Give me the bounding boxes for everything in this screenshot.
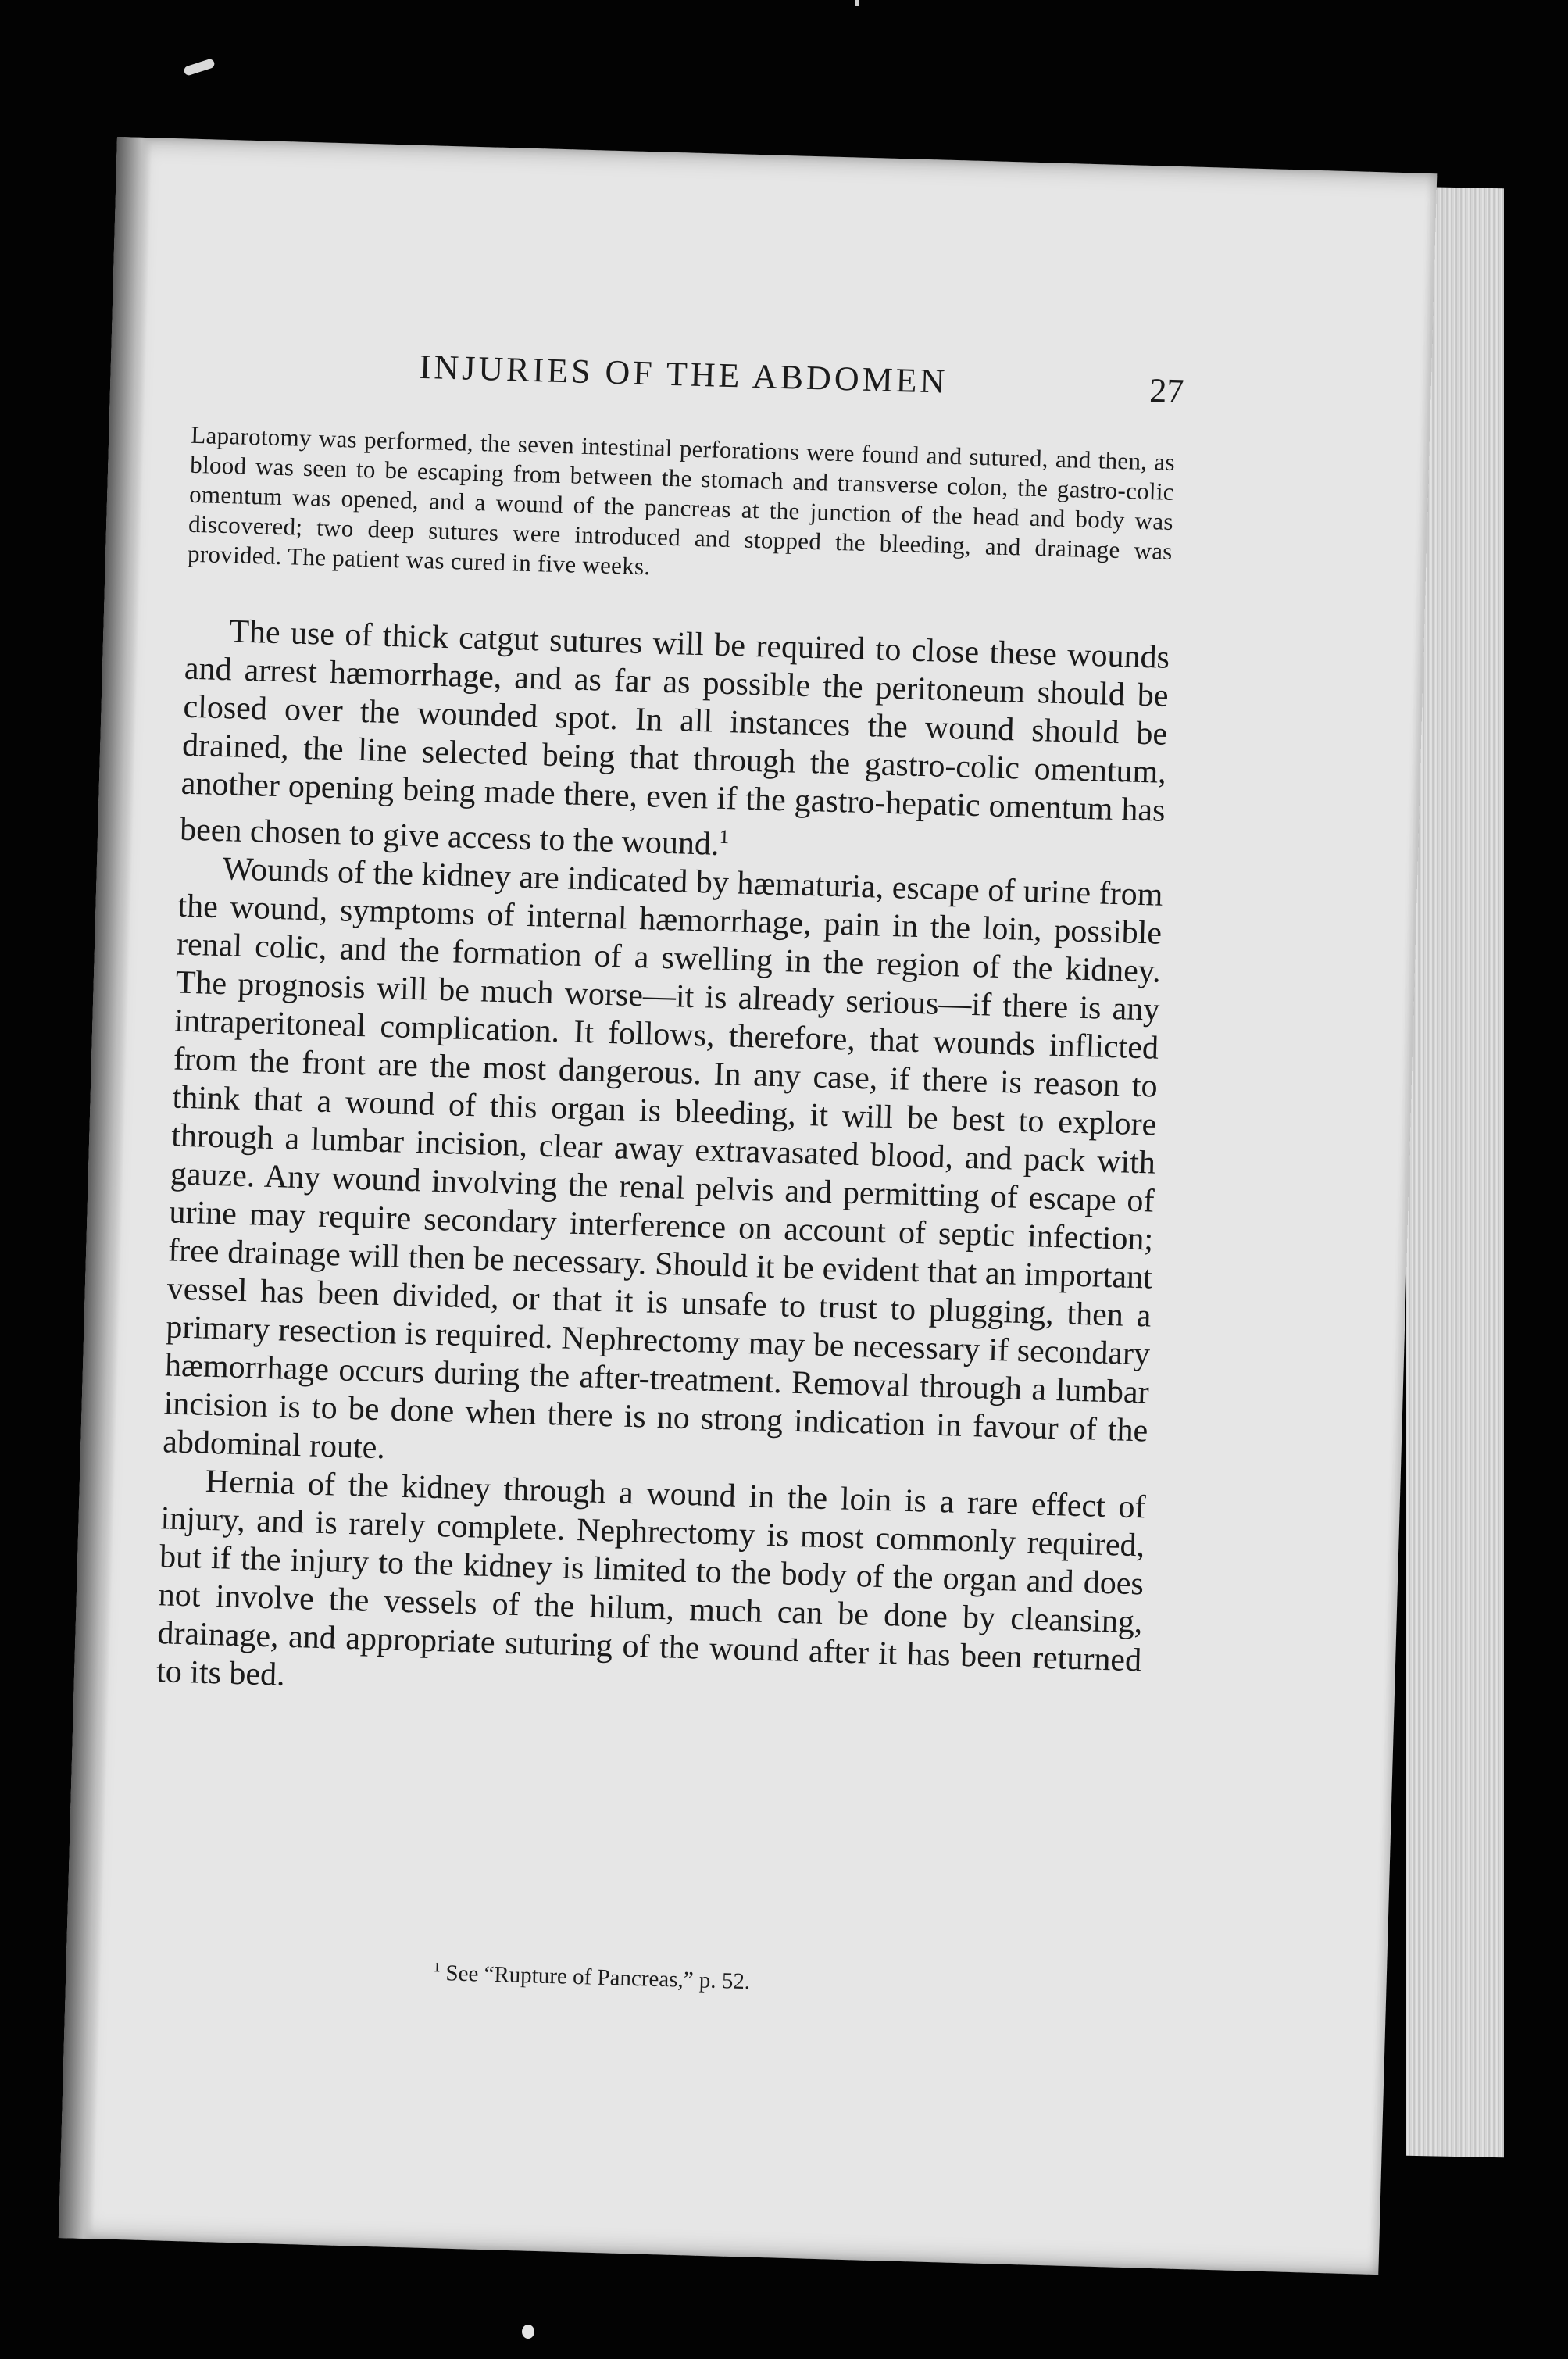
footnote bbox=[433, 1959, 751, 1995]
case-report-paragraph: Laparotomy was performed, the seven intestinal perforations were found and sutured, and then, as blood was seen to be escaping from between the stomach and transverse colon, the gastro-colic omentum was opened, and a wound of the pancreas at the junction of the head and body was discovered; two deep sutures were introduced and stopped the bleeding, and drainage was provided. The patient was cured in five weeks. bbox=[187, 420, 1176, 581]
body-text bbox=[155, 420, 1175, 1719]
footnote-text: See “Rupture of Pancreas,” p. 52. bbox=[445, 1960, 751, 1995]
footnote-ref: 1 bbox=[719, 826, 730, 849]
paragraph-text: Wounds of the kidney are indicated by hæmaturia, escape of urine from the wound, symptoms of internal hæmorrhage, pain in the loin, possible renal colic, and the formation of a swelling in the region of the kidney. The prognosis will be much worse—it is already serious—if there is any intraperitoneal complication. It follows, therefore, that wounds inflicted from the front are the most dangerous. In any case, if there is reason to think that a wound of this organ is bleeding, it will be best to explore through a lumbar incision, clear away extravasated blood, and pack with gauze. Any wound involving the renal pelvis and permitting of escape of urine may require secondary interference on account of septic infection; free drainage will then be necessary. Should it be evident that an important vessel has been divided, or that it is unsafe to trust to plugging, then a primary resection is required. Nephrectomy may be necessary if secondary hæmorrhage occurs during the after-treatment. Removal through a lumbar incision is to be done when there is no strong indication in favour of the abdominal route. bbox=[162, 851, 1164, 1467]
paragraph-sutures bbox=[180, 612, 1170, 877]
paragraph-kidney-wounds bbox=[163, 849, 1163, 1489]
paragraph-kidney-hernia bbox=[155, 1461, 1146, 1718]
scan-artifact bbox=[522, 2325, 534, 2339]
scan-artifact bbox=[183, 58, 216, 77]
scan-artifact bbox=[855, 0, 859, 6]
footnote-marker: 1 bbox=[433, 1959, 441, 1975]
page-gutter-shadow bbox=[59, 137, 152, 2239]
running-head: INJURIES OF THE ABDOMEN bbox=[419, 347, 949, 401]
paragraph-text: The use of thick catgut sutures will be required to close these wounds and arrest hæmorrhage, and as far as possible the peritoneum should be closed over the wounded spot. In all instances the wound should be drained, the line selected being that through the gastro-colic omentum, another opening being made there, even if the gastro-hepatic omentum has been chosen to give access to the wound. bbox=[179, 613, 1170, 863]
book-page bbox=[59, 137, 1437, 2275]
paragraph-text: Hernia of the kidney through a wound in the loin is a rare effect of injury, and is rarely complete. Nephrectomy is most commonly required, but if the injury to the kidney is limited to the body of the organ and does not involve the vessels of the hilum, much can be done by cleansing, drainage, and appropriate suturing of the wound after it has been returned to its bed. bbox=[155, 1463, 1147, 1693]
page-number: 27 bbox=[1148, 371, 1185, 411]
